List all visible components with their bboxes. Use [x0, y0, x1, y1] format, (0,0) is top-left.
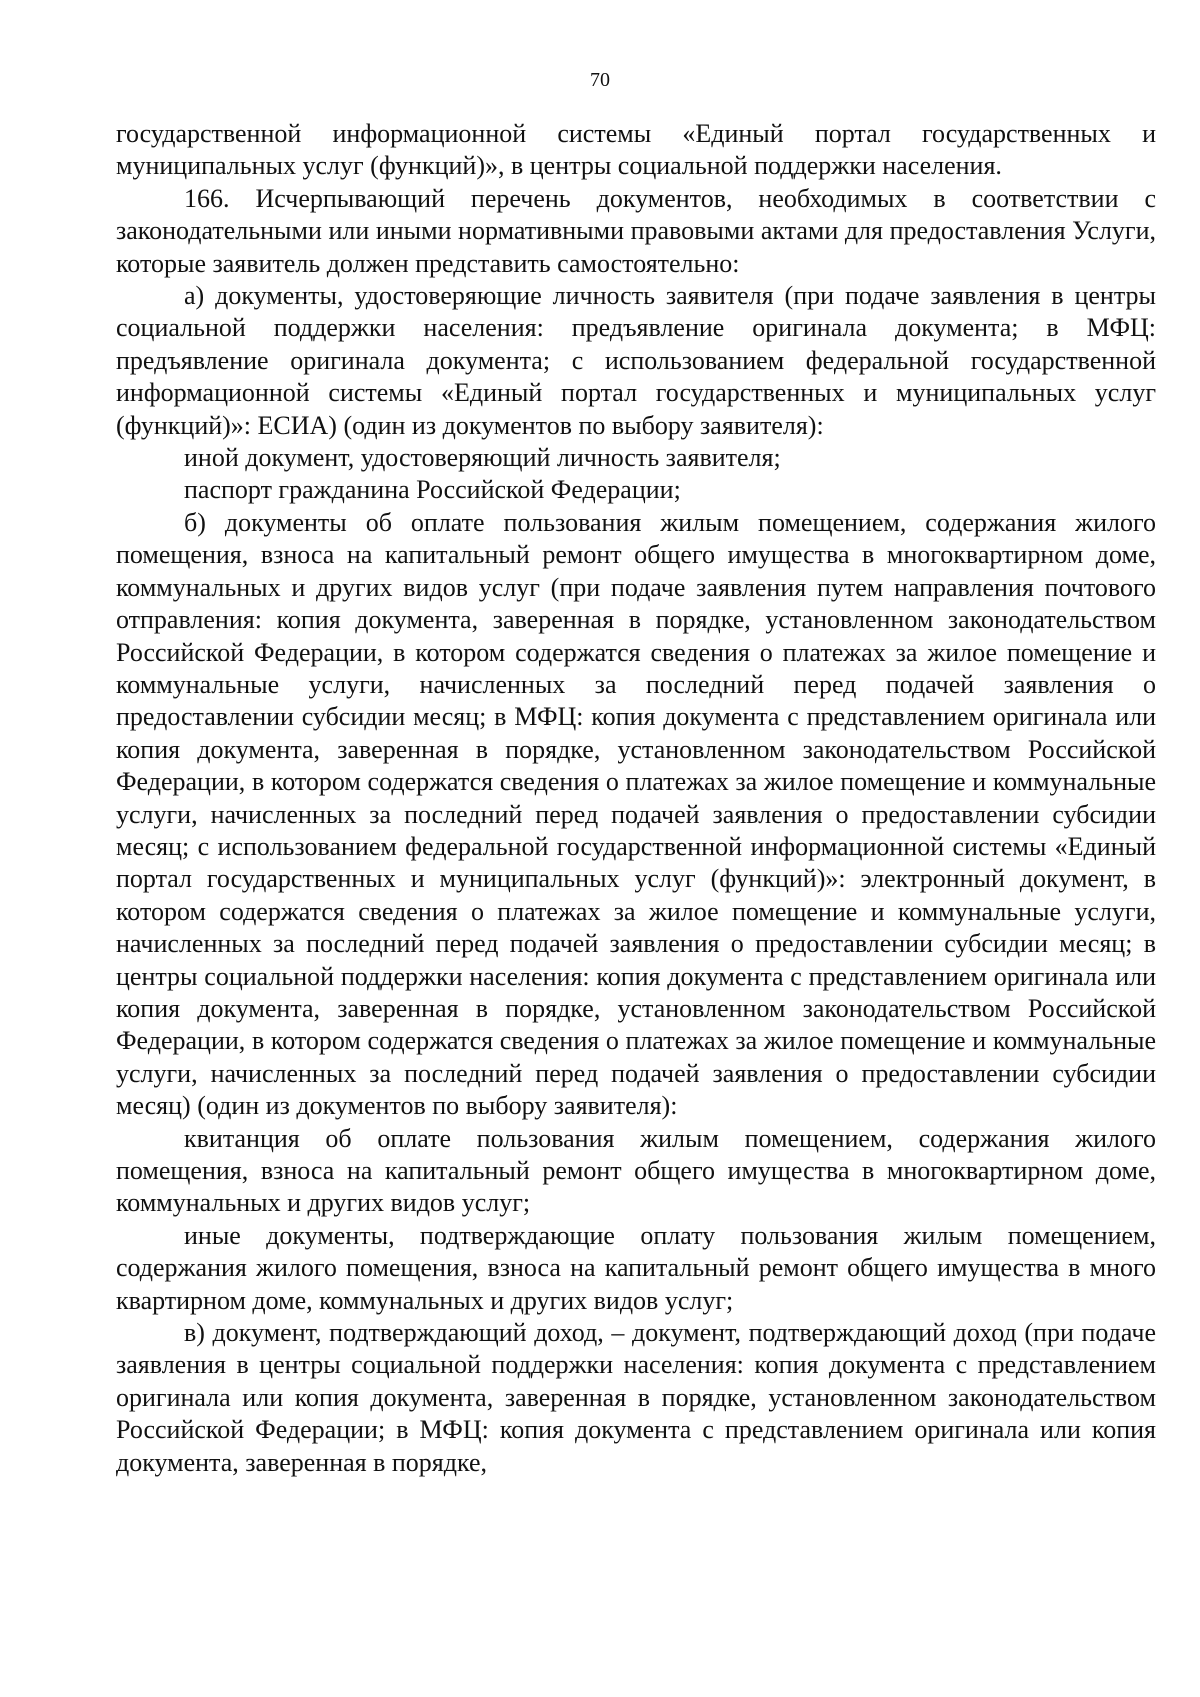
paragraph-subitem-a: а) документы, удостоверяющие личность заявителя (при подаче заявления в центры социальной поддержки населения: предъявление оригинала документа; в МФЦ: предъявление оригинала документа; с использованием федеральной государственной информационной системы «Единый портал государственных и муниципальных услуг (функций)»: ЕСИА) (один из документов по выбору заявителя):	[116, 281, 1156, 440]
list-item-other-id-document: иной документ, удостоверяющий личность заявителя;	[184, 443, 781, 473]
paragraph-subitem-b: б) документы об оплате пользования жилым помещением, содержания жилого помещения, взноса на капитальный ремонт общего имущества в многоквартирном доме, коммунальных и других видов услуг (при подаче заявления путем направления почтового отправления: копия документа, заверенная в порядке, установленном законодательством Российской Федерации, в котором содержатся сведения о платежах за жилое помещение и коммунальные услуги, начисленных за последний перед подачей заявления о предоставлении субсидии месяц; в МФЦ: копия документа с представлением оригинала или копия документа, заверенная в порядке, установленном законодательством Российской Федерации, в котором содержатся сведения о платежах за жилое помещение и коммунальные услуги, начисленных за последний перед подачей заявления о предоставлении субсидии месяц; с использованием федеральной государственной информационной системы «Единый портал государственных и муниципальных услуг (функций)»: электронный документ, в котором содержатся сведения о платежах за жилое помещение и коммунальные услуги, начисленных за последний перед подачей заявления о предоставлении субсидии месяц; в центры социальной поддержки населения: копия документа с представлением оригинала или копия документа, заверенная в порядке, установленном законодательством Российской Федерации, в котором содержатся сведения о платежах за жилое помещение и коммунальные услуги, начисленных за последний перед подачей заявления о предоставлении субсидии месяц) (один из документов по выбору заявителя):	[116, 507, 1156, 1121]
paragraph-continuation: государственной информационной системы «Единый портал государственных и муниципальных услуг (функций)», в центры социальной поддержки населения.	[116, 119, 1156, 181]
paragraph-subitem-v: в) документ, подтверждающий доход, – документ, подтверждающий доход (при подаче заявления в центры социальной поддержки населения: копия документа с представлением оригинала или копия документа, заверенная в порядке, установленном законодательством Российской Федерации; в МФЦ: копия документа с представлением оригинала или копия документа, заверенная в порядке,	[116, 1318, 1156, 1477]
page-number: 70	[590, 69, 610, 91]
document-body	[116, 118, 1156, 1479]
list-item-payment-receipt: квитанция об оплате пользования жилым помещением, содержания жилого помещения, взноса на капитальный ремонт общего имущества в многоквартирном доме, коммунальных и других видов услуг;	[116, 1123, 1156, 1218]
list-item-other-payment-documents: иные документы, подтверждающие оплату пользования жилым помещением, содержания жилого помещения, взноса на капитальный ремонт общего имущества в много квартирном доме, коммунальных и других видов услуг;	[116, 1220, 1156, 1315]
list-item-passport: паспорт гражданина Российской Федерации;	[184, 475, 681, 505]
paragraph-item-166: 166. Исчерпывающий перечень документов, необходимых в соответствии с законодательными или иными нормативными правовыми актами для предоставления Услуги, которые заявитель должен представить самостоятельно:	[116, 183, 1156, 278]
